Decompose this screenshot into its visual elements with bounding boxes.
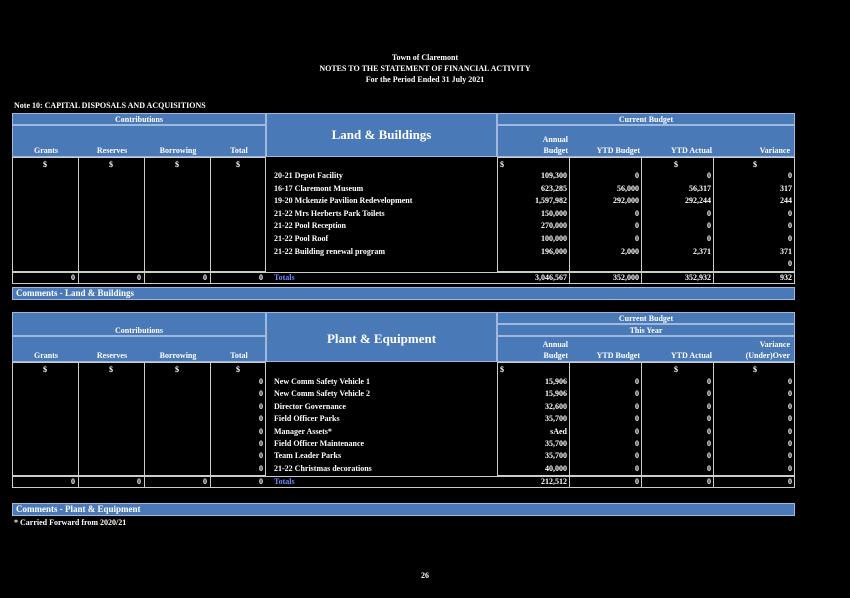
land-total-annual: 3,046,567 [535, 273, 567, 282]
land-current-budget-label: Current Budget [618, 115, 674, 124]
land-row-name: 21-22 Mrs Herberts Park Toilets [274, 208, 385, 218]
plant-col-annual-2: Budget [543, 351, 568, 360]
plant-row-name: Field Officer Maintenance [274, 439, 365, 448]
plant-col-grants: Grants [34, 351, 58, 360]
land-row-ytd-budget: 0 [635, 208, 639, 218]
plant-this-year-label: This Year [629, 326, 663, 335]
plant-row-name: Director Governance [274, 401, 346, 411]
land-row-ytd-budget: 0 [635, 234, 639, 243]
land-col-grants: Grants [34, 146, 58, 155]
plant-total-grants: 0 [71, 477, 75, 486]
plant-row-annual: 35,700 [545, 451, 567, 461]
land-cur-grants: $ [43, 160, 47, 169]
land-comments-bar: Comments - Land & Buildings [12, 287, 795, 300]
plant-row-total: 0 [259, 439, 263, 448]
plant-row-ytd-budget: 0 [635, 377, 639, 386]
plant-row-variance: 0 [788, 439, 792, 448]
land-row-variance: 0 [788, 171, 792, 180]
plant-row-variance: 0 [788, 451, 792, 461]
land-row-variance: 0 [788, 221, 792, 231]
plant-row-ytd-budget: 0 [635, 463, 639, 473]
plant-row-total: 0 [259, 401, 263, 411]
land-row-ytd-actual [641, 258, 711, 269]
plant-row-name: 21-22 Christmas decorations [274, 463, 372, 473]
plant-total-variance: 0 [788, 477, 792, 486]
plant-row-name: Manager Assets* [274, 426, 332, 436]
plant-row-ytd-budget: 0 [635, 439, 639, 448]
report-title: NOTES TO THE STATEMENT OF FINANCIAL ACTIVITY [319, 64, 531, 73]
land-cur-borrowing: $ [175, 160, 179, 169]
plant-col-ytd-actual: YTD Actual [670, 351, 712, 360]
land-contributions-label: Contributions [114, 115, 163, 124]
land-total-total: 0 [259, 273, 263, 282]
plant-col-borrowing: Borrowing [159, 351, 197, 360]
land-title: Land & Buildings [331, 127, 432, 142]
plant-row-annual: 35,700 [545, 439, 567, 448]
land-row-ytd-budget: 0 [635, 221, 639, 231]
land-col-header-right [497, 125, 795, 157]
plant-row-ytd-actual: 0 [707, 451, 711, 461]
land-cur-ytd-actual: $ [674, 160, 678, 169]
land-row-variance: 0 [788, 234, 792, 243]
page-number: 26 [421, 571, 429, 580]
land-row-ytd-actual: 0 [707, 208, 711, 218]
plant-row-annual: 32,600 [545, 401, 567, 411]
plant-row-ytd-budget: 0 [635, 401, 639, 411]
land-cur-annual: $ [500, 160, 504, 169]
plant-current-budget-bar [497, 312, 795, 324]
plant-row-ytd-budget: 0 [635, 451, 639, 461]
land-row-ytd-budget: 0 [635, 171, 639, 180]
plant-row-name: New Comm Safety Vehicle 1 [274, 377, 370, 386]
land-row-name: 16-17 Claremont Museum [274, 183, 364, 193]
plant-contributions-bar [12, 312, 266, 336]
land-body-left-frame [12, 157, 266, 272]
plant-row-total: 0 [259, 414, 263, 424]
plant-row-variance: 0 [788, 463, 792, 473]
land-total-borrowing: 0 [203, 273, 207, 282]
plant-comments-bar: Comments - Plant & Equipment [12, 503, 795, 516]
land-cur-total: $ [236, 160, 240, 169]
plant-cur-ytd-actual: $ [674, 365, 678, 374]
land-row-ytd-budget [569, 258, 639, 269]
land-cur-variance: $ [753, 160, 757, 169]
land-contributions-bar [12, 113, 266, 125]
plant-row-ytd-actual: 0 [707, 439, 711, 448]
plant-row-total: 0 [259, 463, 263, 473]
land-col-variance: Variance [759, 146, 790, 155]
plant-row-annual: 35,700 [545, 414, 567, 424]
plant-row-name: New Comm Safety Vehicle 2 [274, 389, 370, 399]
plant-total-reserves: 0 [137, 477, 141, 486]
land-cur-reserves: $ [109, 160, 113, 169]
land-total-reserves: 0 [137, 273, 141, 282]
land-col-ytd-budget: YTD Budget [596, 146, 640, 155]
land-total-grants: 0 [71, 273, 75, 282]
plant-cur-grants: $ [43, 365, 47, 374]
plant-col-ytd-budget: YTD Budget [596, 351, 640, 360]
plant-row-ytd-actual: 0 [707, 426, 711, 436]
land-col-annual-1: Annual [542, 135, 568, 144]
land-current-budget-bar [497, 113, 795, 125]
land-row-name: 21-22 Building renewal program [274, 246, 386, 256]
land-col-header-left [12, 125, 266, 157]
plant-col-variance-2: (Under)Over [745, 351, 790, 360]
plant-row-ytd-actual: 0 [707, 414, 711, 424]
land-row-ytd-actual: 292,244 [685, 196, 711, 206]
land-row-variance: 0 [788, 208, 792, 218]
org-name: Town of Claremont [391, 53, 459, 62]
land-total-ytd-actual: 352,932 [685, 273, 711, 282]
plant-row-ytd-budget: 0 [635, 426, 639, 436]
land-row-ytd-actual: 0 [707, 171, 711, 180]
note-title: Note 10: CAPITAL DISPOSALS AND ACQUISITIONS [14, 101, 206, 110]
land-row-annual: 100,000 [541, 234, 567, 243]
land-col-total: Total [230, 146, 248, 155]
plant-cur-total: $ [236, 365, 240, 374]
land-totals-label: Totals [274, 273, 295, 282]
plant-current-budget-label: Current Budget [618, 314, 674, 323]
plant-contributions-label: Contributions [114, 326, 163, 335]
land-row-variance: 244 [780, 196, 792, 206]
plant-row-ytd-budget: 0 [635, 389, 639, 399]
footnote: * Carried Forward from 2020/21 [14, 518, 127, 527]
plant-title: Plant & Equipment [326, 331, 437, 346]
plant-total-ytd-actual: 0 [707, 477, 711, 486]
plant-row-variance: 0 [788, 401, 792, 411]
plant-row-ytd-actual: 0 [707, 401, 711, 411]
plant-cur-borrowing: $ [175, 365, 179, 374]
plant-col-header-left [12, 336, 266, 362]
land-row-ytd-budget: 2,000 [621, 246, 639, 256]
plant-row-ytd-budget: 0 [635, 414, 639, 424]
land-total-ytd-budget: 352,000 [613, 273, 639, 282]
plant-cur-variance: $ [753, 365, 757, 374]
plant-row-ytd-actual: 0 [707, 389, 711, 399]
plant-row-variance: 0 [788, 426, 792, 436]
plant-cur-reserves: $ [109, 365, 113, 374]
land-col-reserves: Reserves [96, 146, 128, 155]
plant-row-variance: 0 [788, 414, 792, 424]
land-row-annual: 270,000 [541, 221, 567, 231]
land-row-annual: 109,300 [541, 171, 567, 180]
plant-row-name: Team Leader Parks [274, 451, 342, 461]
plant-row-total: 0 [259, 426, 263, 436]
plant-row-ytd-actual: 0 [707, 463, 711, 473]
land-row-name: 21-22 Pool Roof [274, 234, 329, 243]
plant-totals-label: Totals [274, 477, 295, 486]
land-col-borrowing: Borrowing [159, 146, 197, 155]
plant-row-annual: 15,906 [545, 389, 567, 399]
land-row-annual [497, 258, 567, 269]
land-row-ytd-budget: 292,000 [613, 196, 639, 206]
plant-row-variance: 0 [788, 377, 792, 386]
plant-row-total: 0 [259, 377, 263, 386]
land-row-ytd-budget: 56,000 [617, 183, 639, 193]
land-row-annual: 150,000 [541, 208, 567, 218]
land-row-variance: 0 [788, 259, 792, 269]
plant-row-total: 0 [259, 389, 263, 399]
land-row-name: 20-21 Depot Facility [274, 171, 343, 180]
plant-row-annual: 40,000 [545, 463, 567, 473]
plant-row-total: 0 [259, 451, 263, 461]
plant-total-total: 0 [259, 477, 263, 486]
plant-total-ytd-budget: 0 [635, 477, 639, 486]
land-row-annual: 196,000 [541, 246, 567, 256]
land-row-annual: 623,285 [541, 183, 567, 193]
plant-cur-annual: $ [500, 365, 504, 374]
plant-col-variance-1: Variance [759, 340, 790, 349]
land-row-annual: 1,597,982 [535, 196, 567, 206]
plant-col-reserves: Reserves [96, 351, 128, 360]
plant-title-bar [266, 312, 497, 362]
land-col-ytd-actual: YTD Actual [670, 146, 712, 155]
land-row-ytd-actual: 2,371 [693, 246, 711, 256]
land-row-ytd-actual: 0 [707, 234, 711, 243]
plant-this-year-bar [497, 324, 795, 336]
plant-row-name: Field Officer Parks [274, 414, 340, 424]
plant-col-header-right [497, 336, 795, 362]
plant-row-annual: 15,906 [545, 377, 567, 386]
land-row-variance: 317 [780, 183, 792, 193]
plant-row-ytd-actual: 0 [707, 377, 711, 386]
land-row-name: 19-20 Mckenzie Pavilion Redevelopment [274, 196, 413, 206]
land-col-annual-2: Budget [543, 146, 568, 155]
land-row-name: 21-22 Pool Reception [274, 221, 346, 231]
land-row-ytd-actual: 56,317 [689, 183, 711, 193]
plant-row-annual: sAed [550, 426, 567, 436]
plant-col-annual-1: Annual [542, 340, 568, 349]
land-total-variance: 932 [780, 273, 792, 282]
plant-col-total: Total [230, 351, 248, 360]
plant-row-variance: 0 [788, 389, 792, 399]
plant-total-borrowing: 0 [203, 477, 207, 486]
land-row-variance: 371 [780, 246, 792, 256]
land-row-ytd-actual: 0 [707, 221, 711, 231]
report-period: For the Period Ended 31 July 2021 [365, 75, 485, 84]
land-title-bar [266, 113, 497, 157]
plant-total-annual: 212,512 [541, 477, 567, 486]
